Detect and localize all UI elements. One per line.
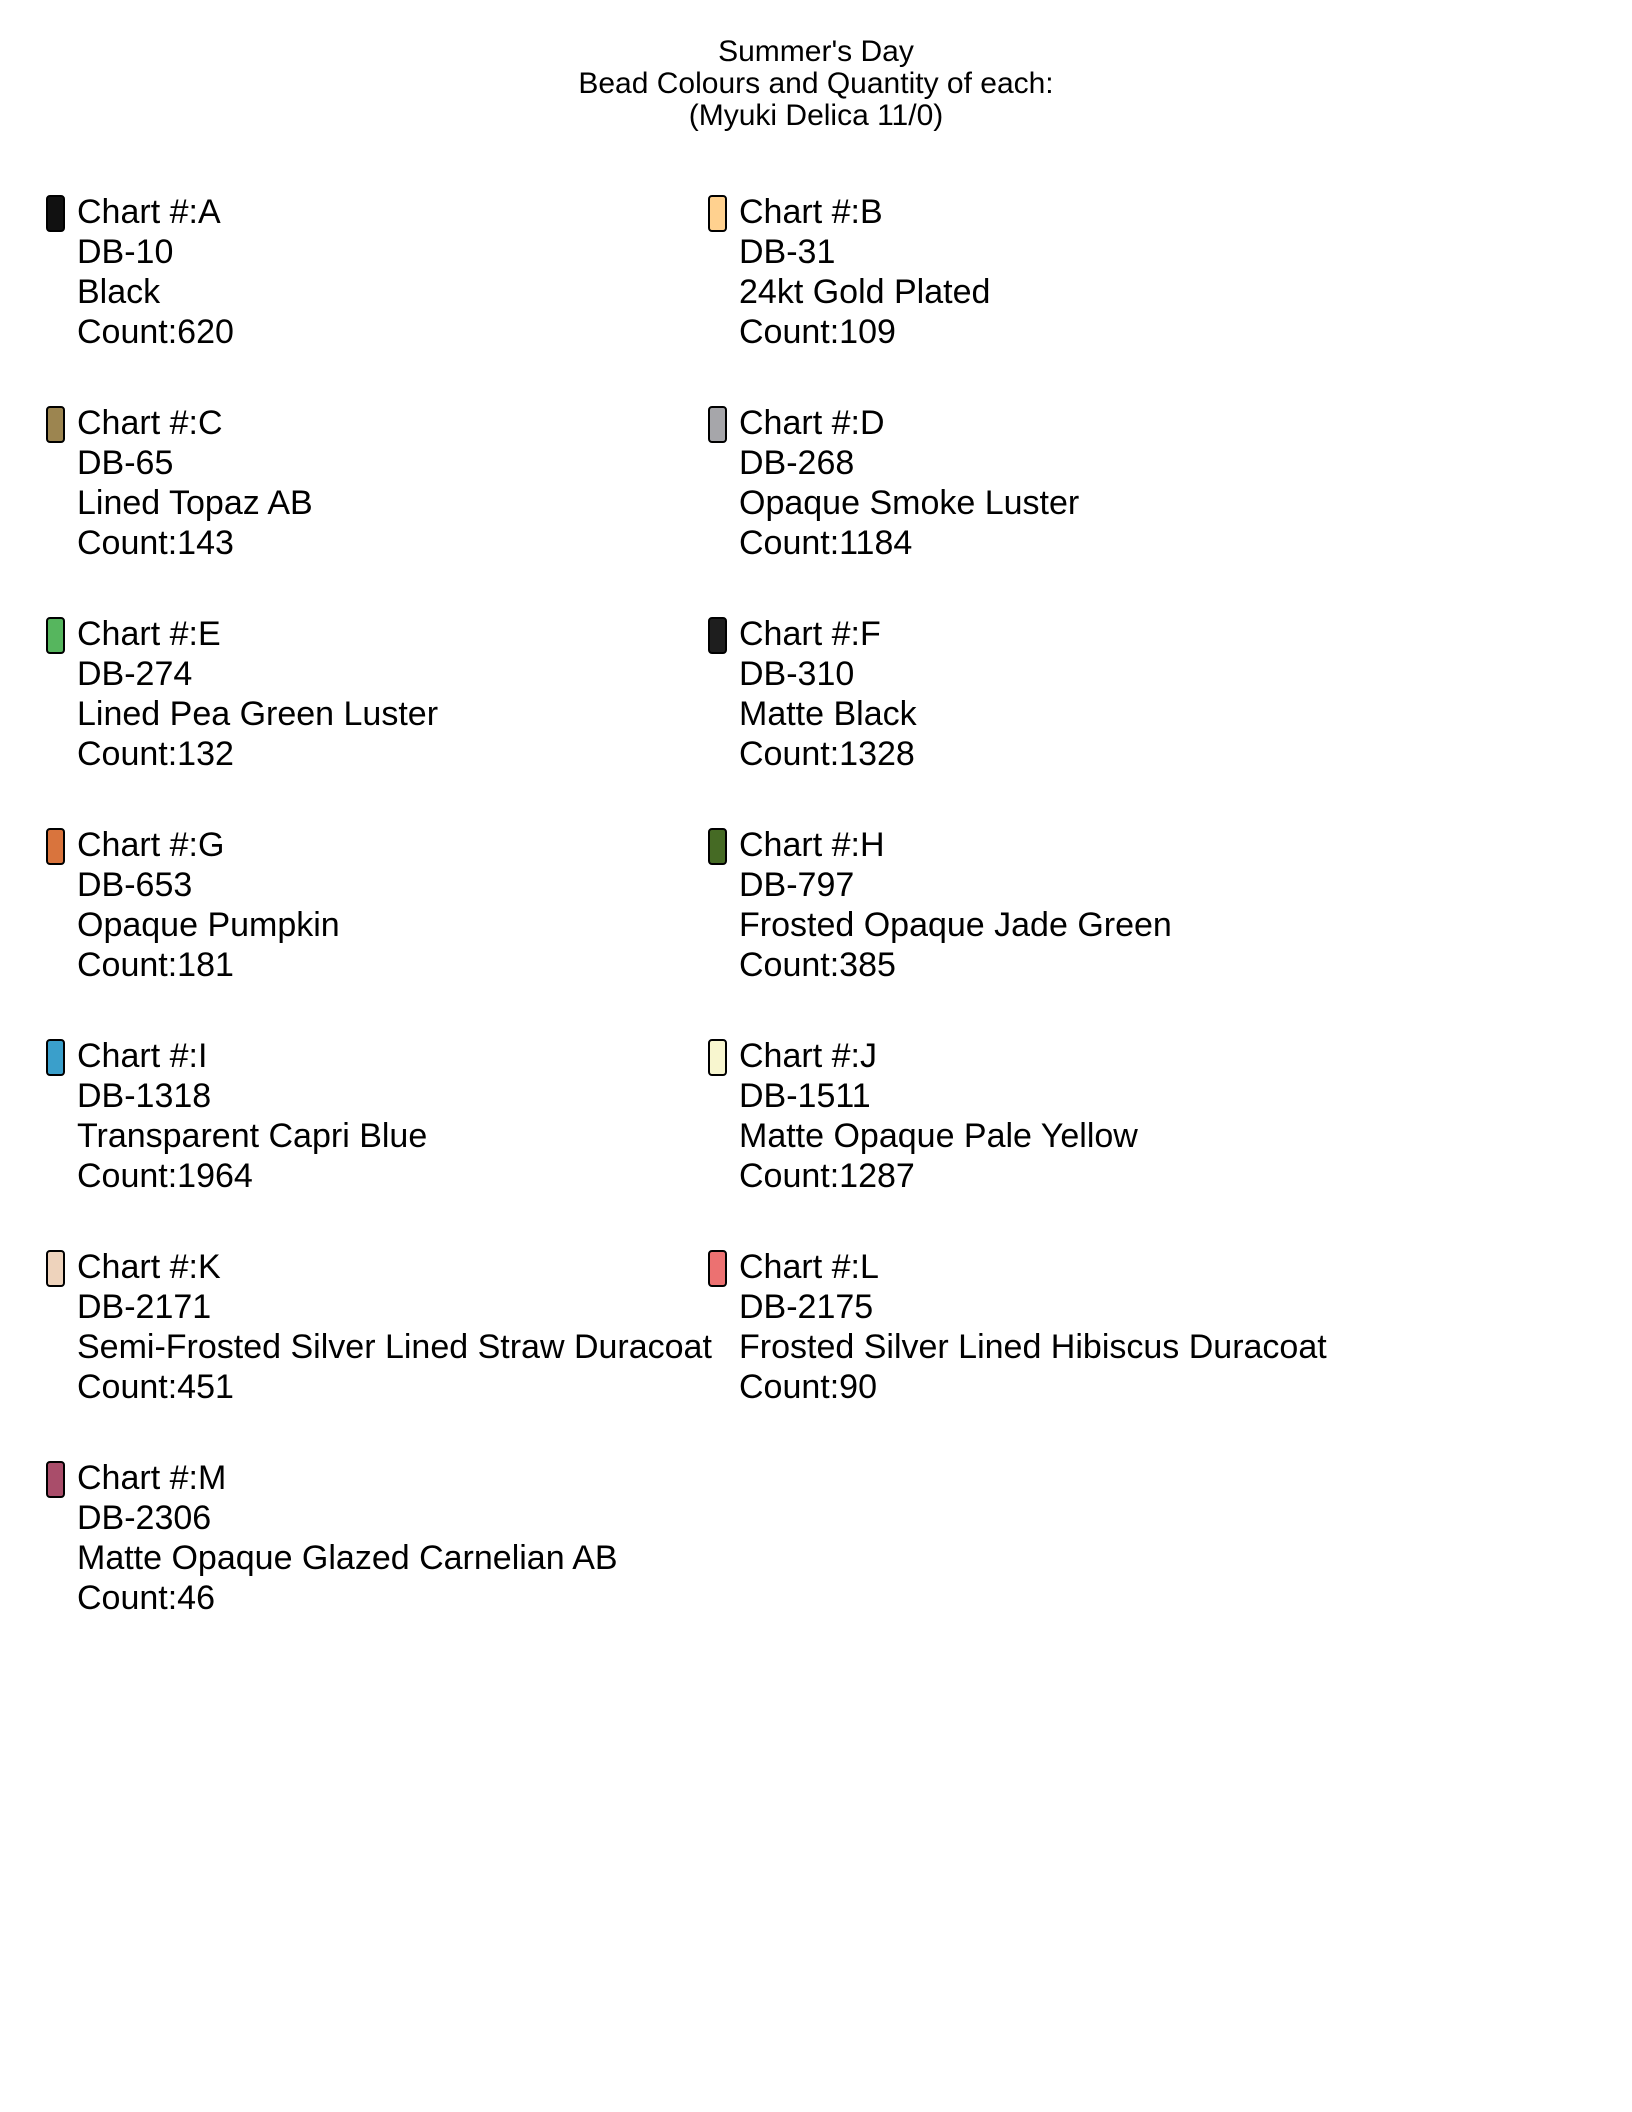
chart-symbol: Chart #:H <box>739 826 885 864</box>
bead-code: DB-31 <box>739 233 836 271</box>
bead-list <box>46 192 1370 1669</box>
bead-code: DB-1511 <box>739 1077 871 1115</box>
bead-name: Lined Topaz AB <box>77 484 313 522</box>
bead-count: Count:1184 <box>739 524 913 562</box>
bead-name: Semi-Frosted Silver Lined Straw Duracoat <box>77 1328 712 1366</box>
bead-code: DB-2306 <box>77 1499 212 1537</box>
chart-symbol: Chart #:L <box>739 1248 879 1286</box>
chart-symbol: Chart #:E <box>77 615 221 653</box>
bead-name: Opaque Smoke Luster <box>739 484 1080 522</box>
bead-name: 24kt Gold Plated <box>739 273 991 311</box>
color-swatch <box>46 1461 65 1498</box>
color-swatch <box>708 617 727 654</box>
bead-name: Matte Opaque Glazed Carnelian AB <box>77 1539 618 1577</box>
bead-name: Frosted Silver Lined Hibiscus Duracoat <box>739 1328 1327 1366</box>
page-header <box>0 36 1632 132</box>
bead-count: Count:1287 <box>739 1157 915 1195</box>
bead-count: Count:385 <box>739 946 896 984</box>
bead-entry <box>46 1036 708 1247</box>
color-swatch <box>46 617 65 654</box>
bead-entry <box>46 403 708 614</box>
chart-symbol: Chart #:M <box>77 1459 227 1497</box>
color-swatch <box>46 1039 65 1076</box>
bead-entry <box>708 825 1370 1036</box>
chart-symbol: Chart #:A <box>77 193 221 231</box>
bead-count: Count:1964 <box>77 1157 253 1195</box>
bead-entry <box>46 192 708 403</box>
page-title: Summer's Day <box>718 35 914 68</box>
bead-code: DB-1318 <box>77 1077 212 1115</box>
chart-symbol: Chart #:G <box>77 826 225 864</box>
bead-name: Matte Black <box>739 695 917 733</box>
chart-symbol: Chart #:K <box>77 1248 221 1286</box>
bead-count: Count:1328 <box>739 735 915 773</box>
color-swatch <box>708 828 727 865</box>
color-swatch <box>46 828 65 865</box>
bead-name: Opaque Pumpkin <box>77 906 340 944</box>
color-swatch <box>708 1250 727 1287</box>
chart-symbol: Chart #:I <box>77 1037 208 1075</box>
bead-code: DB-797 <box>739 866 855 904</box>
bead-code: DB-268 <box>739 444 855 482</box>
bead-code: DB-274 <box>77 655 193 693</box>
bead-count: Count:181 <box>77 946 234 984</box>
bead-name: Black <box>77 273 161 311</box>
page-subtitle: Bead Colours and Quantity of each: <box>578 67 1054 100</box>
chart-symbol: Chart #:C <box>77 404 223 442</box>
bead-name: Frosted Opaque Jade Green <box>739 906 1172 944</box>
bead-entry <box>46 1458 708 1669</box>
chart-symbol: Chart #:F <box>739 615 881 653</box>
bead-code: DB-2171 <box>77 1288 212 1326</box>
bead-entry <box>708 614 1370 825</box>
bead-entry <box>708 403 1370 614</box>
bead-count: Count:451 <box>77 1368 234 1406</box>
bead-entry <box>46 825 708 1036</box>
bead-name: Lined Pea Green Luster <box>77 695 439 733</box>
bead-count: Count:132 <box>77 735 234 773</box>
color-swatch <box>46 406 65 443</box>
bead-entry <box>708 192 1370 403</box>
bead-code: DB-310 <box>739 655 855 693</box>
bead-count: Count:90 <box>739 1368 877 1406</box>
bead-entry <box>46 1247 712 1458</box>
bead-code: DB-10 <box>77 233 174 271</box>
chart-symbol: Chart #:D <box>739 404 885 442</box>
bead-entry <box>708 1036 1370 1247</box>
color-swatch <box>708 195 727 232</box>
color-swatch <box>46 1250 65 1287</box>
color-swatch <box>46 195 65 232</box>
bead-code: DB-65 <box>77 444 174 482</box>
bead-count: Count:620 <box>77 313 234 351</box>
bead-count: Count:143 <box>77 524 234 562</box>
color-swatch <box>708 406 727 443</box>
bead-entry <box>708 1247 1370 1458</box>
bead-code: DB-653 <box>77 866 193 904</box>
bead-count: Count:109 <box>739 313 896 351</box>
bead-name: Transparent Capri Blue <box>77 1117 428 1155</box>
bead-name: Matte Opaque Pale Yellow <box>739 1117 1138 1155</box>
bead-type-note: (Myuki Delica 11/0) <box>688 99 944 132</box>
chart-symbol: Chart #:B <box>739 193 883 231</box>
color-swatch <box>708 1039 727 1076</box>
bead-entry <box>46 614 708 825</box>
bead-code: DB-2175 <box>739 1288 874 1326</box>
bead-count: Count:46 <box>77 1579 215 1617</box>
chart-symbol: Chart #:J <box>739 1037 877 1075</box>
